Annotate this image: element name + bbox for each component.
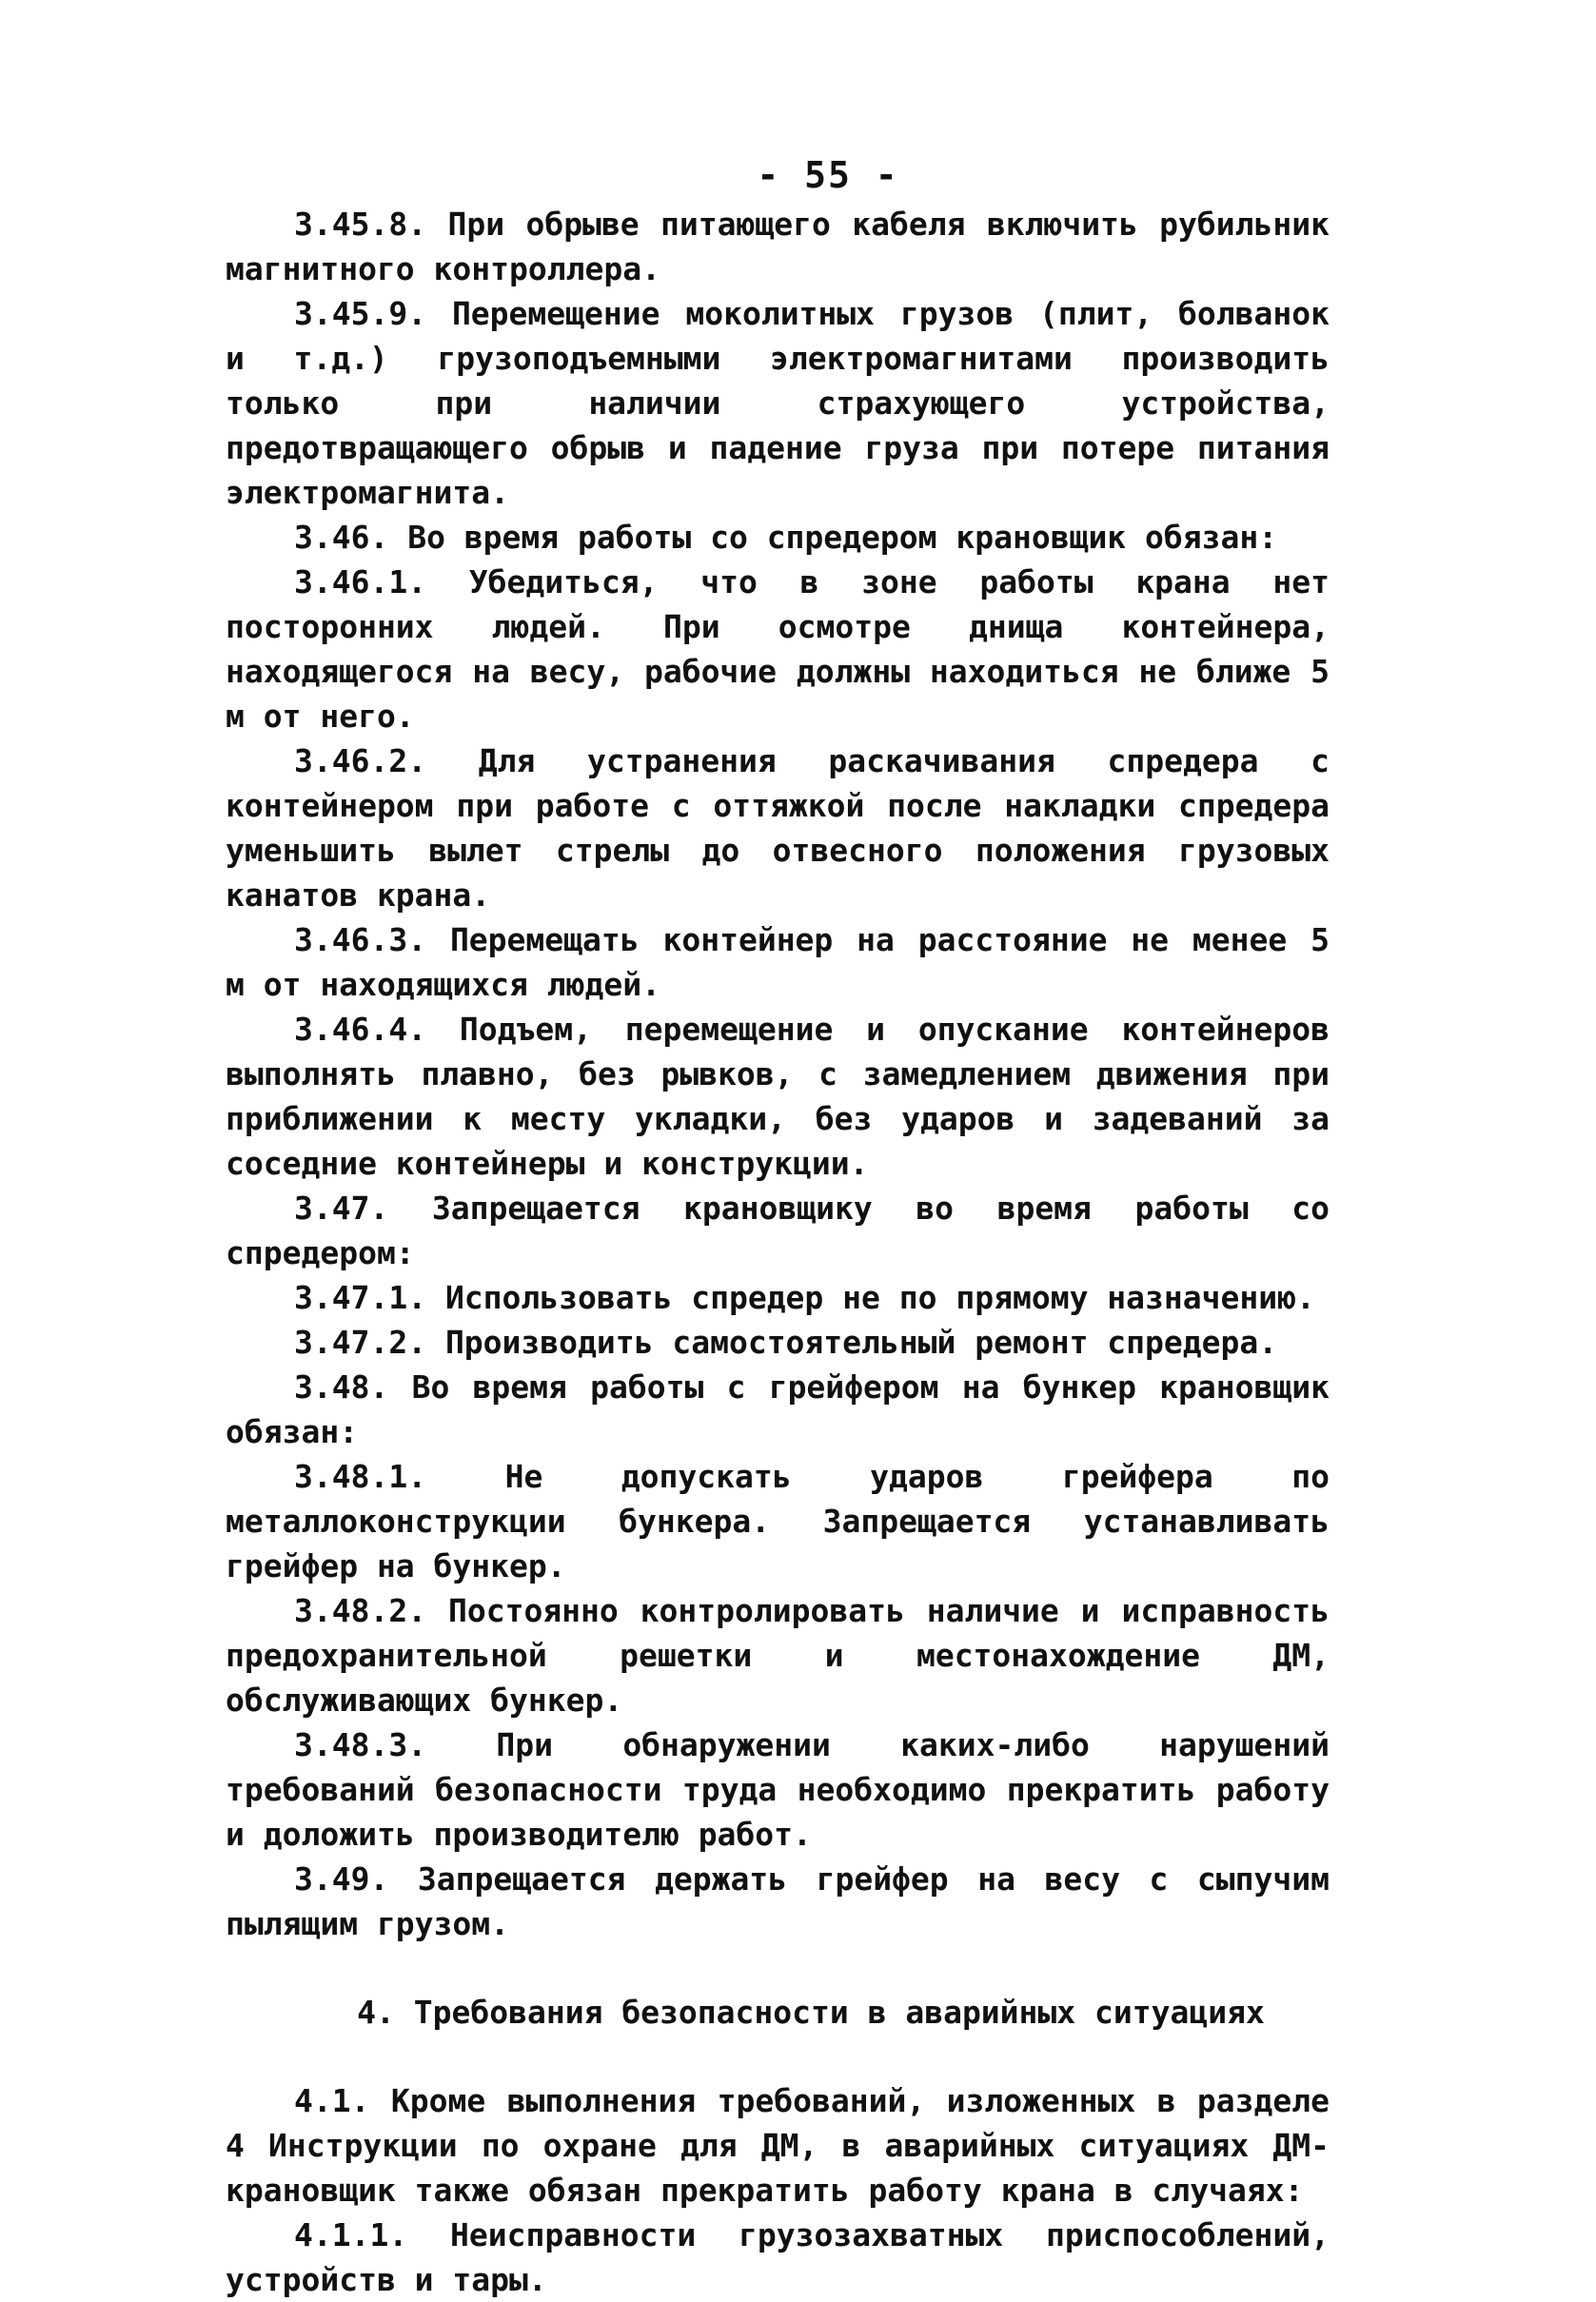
body-text — [226, 202, 1330, 2302]
paragraph-3-46-2: 3.46.2. Для устранения раскачивания спредера с контейнером при работе с оттяжкой после накладки спредера уменьшить вылет стрелы до отвесного положения грузовых канатов крана. — [226, 742, 1330, 914]
paragraph-3-49: 3.49. Запрещается держать грейфер на весу с сыпучим пылящим грузом. — [226, 1860, 1330, 1942]
paragraph-3-48-1: 3.48.1. Не допускать ударов грейфера по металлоконструкции бункера. Запрещается устанавливать грейфер на бункер. — [226, 1458, 1330, 1584]
paragraph-3-47-1: 3.47.1. Использовать спредер не по прямому назначению. — [294, 1279, 1315, 1316]
page-number: - 55 - — [757, 154, 899, 196]
section-heading: 4. Требования безопасности в аварийных ситуациях — [357, 1994, 1265, 2031]
paragraph-3-46-3: 3.46.3. Перемещать контейнер на расстояние не менее 5 м от находящихся людей. — [226, 921, 1330, 1003]
paragraph-4-1-1: 4.1.1. Неисправности грузозахватных приспособлений, устройств и тары. — [226, 2216, 1330, 2298]
paragraph-3-45-8: 3.45.8. При обрыве питающего кабеля включить рубильник магнитного контроллера. — [226, 206, 1330, 287]
paragraph-3-46: 3.46. Во время работы со спредером крановщик обязан: — [294, 519, 1278, 556]
paragraph-3-46-4: 3.46.4. Подъем, перемещение и опускание контейнеров выполнять плавно, без рывков, с замедлением движения при приближении к месту укладки, без ударов и задеваний за соседние контейнеры и конструкции. — [226, 1011, 1330, 1182]
paragraph-3-47: 3.47. Запрещается крановщику во время работы со спредером: — [226, 1190, 1330, 1271]
paragraph-3-45-9: 3.45.9. Перемещение моколитных грузов (плит, болванок и т.д.) грузоподъемными электромагнитами производить только при наличии страхующего устройства, предотвращающего обрыв и падение груза при потере питания электромагнита. — [226, 295, 1330, 511]
paragraph-3-48: 3.48. Во время работы с грейфером на бункер крановщик обязан: — [226, 1368, 1330, 1450]
paragraph-3-48-2: 3.48.2. Постоянно контролировать наличие и исправность предохранительной решетки и местонахождение ДМ, обслуживающих бункер. — [226, 1592, 1330, 1719]
paragraph-3-48-3: 3.48.3. При обнаружении каких-либо нарушений требований безопасности труда необходимо прекратить работу и доложить производителю работ. — [226, 1726, 1330, 1853]
paragraph-4-1: 4.1. Кроме выполнения требований, изложенных в разделе 4 Инструкции по охране для ДМ, в аварийных ситуациях ДМ-крановщик также обязан прекратить работу крана в случаях: — [226, 2082, 1330, 2209]
paragraph-3-47-2: 3.47.2. Производить самостоятельный ремонт спредера. — [294, 1324, 1278, 1361]
paragraph-3-46-1: 3.46.1. Убедиться, что в зоне работы крана нет посторонних людей. При осмотре днища контейнера, находящегося на весу, рабочие должны находиться не ближе 5 м от него. — [226, 563, 1330, 735]
